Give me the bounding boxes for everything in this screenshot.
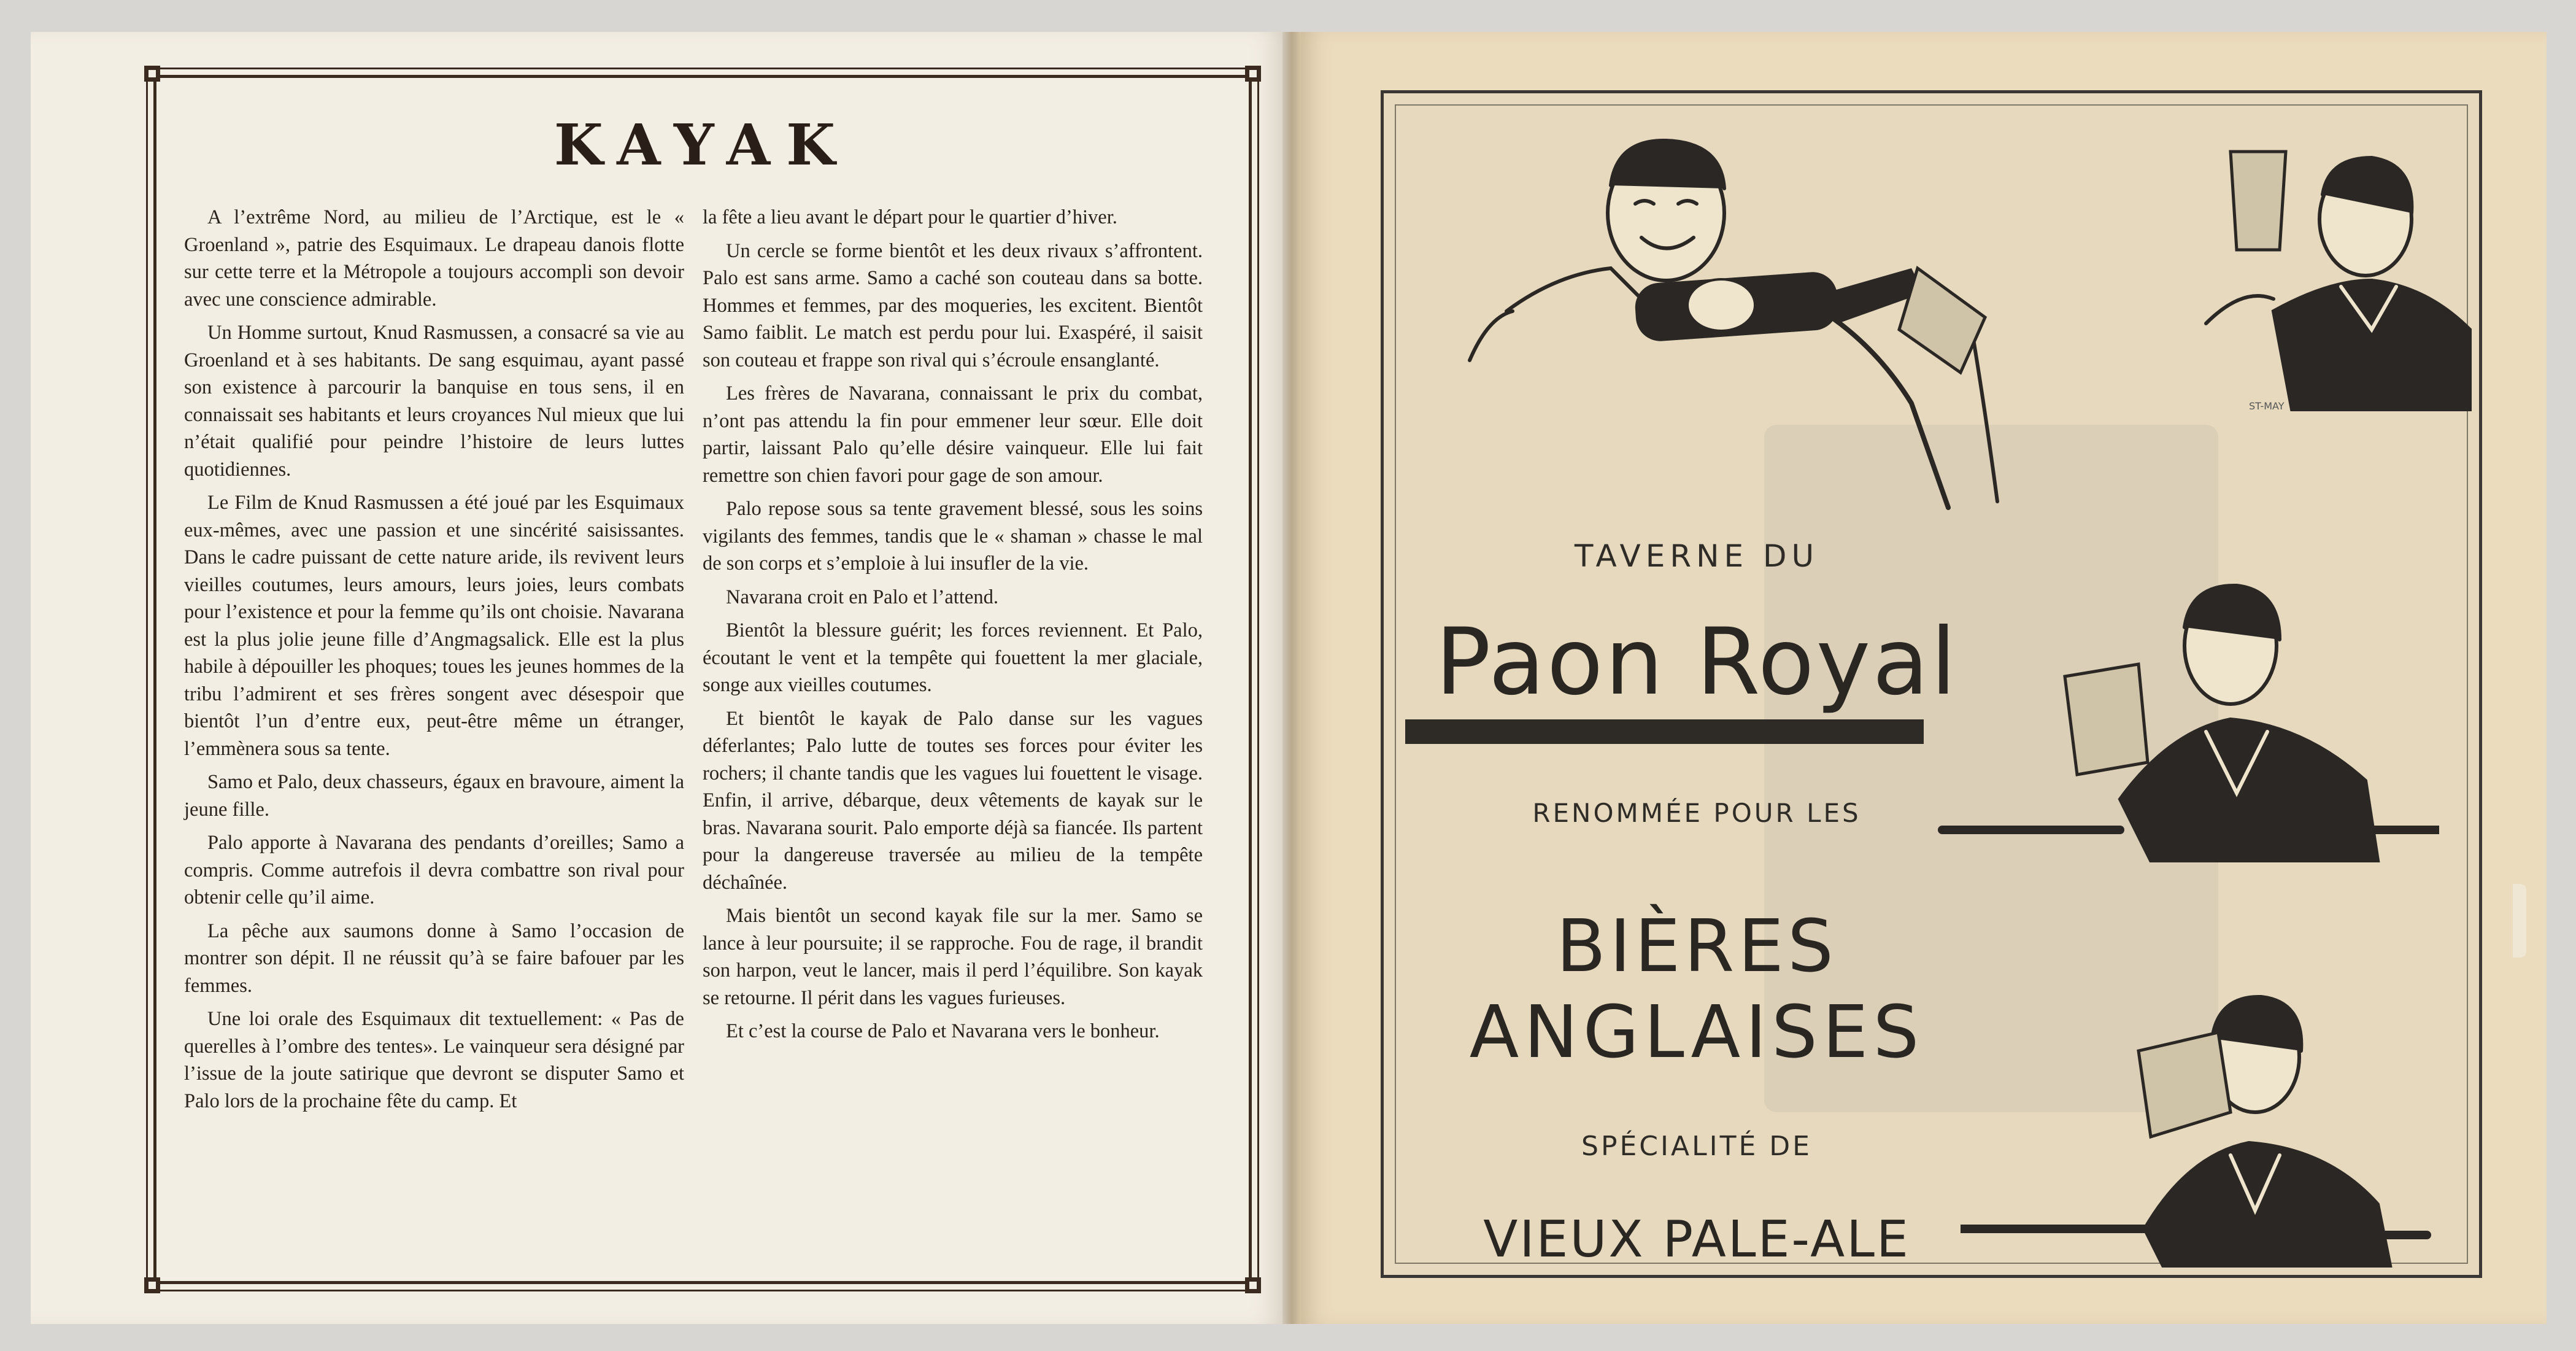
ad-line-renommee: RENOMMÉE POUR LES: [1532, 798, 1861, 828]
paragraph: Et bientôt le kayak de Palo danse sur les vagues déferlantes; Palo lutte de toutes ses forces pour éviter les rochers; il chante tandis que les vagues lui fouettent le visage. Enfin, il arrive, débarque, deux vêtements de kayak sur le bras. Navarana sourit. Palo emporte déjà sa fiancée. Ils partent pour la dangereuse traversée au milieu de la tempête déchaînée.: [703, 707, 1203, 894]
article-column-1: [184, 204, 684, 1121]
paragraph: A l’extrême Nord, au milieu de l’Arctique, est le « Groenland », patrie des Esquimaux. Le drapeau danois flotte sur cette terre et la Métropole a toujours accompli son devoir avec une conscience admirable.: [184, 206, 684, 311]
left-page: [31, 32, 1282, 1324]
paragraph: Une loi orale des Esquimaux dit textuellement: « Pas de querelles à l’ombre des tentes». Le vainqueur sera désigné par l’issue de la joute satirique que devront se disputer Samo et Palo lors de la prochaine fête du camp. Et: [184, 1008, 684, 1112]
ad-line-anglaises: ANGLAISES: [1469, 989, 1924, 1074]
paragraph: Et c’est la course de Palo et Navarana vers le bonheur.: [726, 1020, 1160, 1042]
brand-underline-bar: [1405, 719, 1924, 744]
page-tab-edge: [2513, 884, 2526, 958]
frame-corner-ornament: [1245, 1277, 1261, 1293]
beer-glass-icon: [2138, 1032, 2231, 1137]
ad-line-vieux-pale-ale: VIEUX PALE-ALE: [1483, 1210, 1910, 1269]
frame-corner-ornament: [144, 1277, 160, 1293]
ad-brand-name: Paon Royal: [1435, 609, 1958, 716]
frame-corner-ornament: [1245, 66, 1261, 82]
paragraph: Samo et Palo, deux chasseurs, égaux en bravoure, aiment la jeune fille.: [184, 771, 684, 821]
paragraph: Navarana croit en Palo et l’attend.: [726, 586, 998, 608]
article-title: KAYAK: [553, 112, 852, 178]
advertisement-frame: [1381, 90, 2482, 1278]
paragraph: Bientôt la blessure guérit; les forces reviennent. Et Palo, écoutant le vent et la tempête qui fouettent la mer glaciale, songe aux vieilles coutumes.: [703, 619, 1203, 696]
decorative-frame: [153, 75, 1252, 1284]
right-page: [1301, 32, 2547, 1324]
illustration-drinking: [1961, 983, 2451, 1303]
beer-glass-icon: [2231, 152, 2286, 250]
paragraph: Palo repose sous sa tente gravement blessé, sous les soins vigilants des femmes, tandis que le « shaman » chasse le mal de son corps et s’emploie à lui insufler de la vie.: [703, 498, 1203, 575]
beer-glass-icon: [2065, 664, 2148, 775]
booklet-spread: [31, 32, 2547, 1324]
illustration-sniffing-glass: [1936, 578, 2439, 922]
paragraph: La pêche aux saumons donne à Samo l’occasion de montrer son dépit. Il ne réussit qu’à se faire bafouer par les femmes.: [184, 919, 684, 997]
paragraph: Un Homme surtout, Knud Rasmussen, a consacré sa vie au Groenland et à ses habitants. De sang esquimau, ayant passé son existence à parcourir la banquise en tous sens, il en connaissait ses habitants et leurs croyances Nul mieux que lui n’était qualifié pour peindre l’histoire de leurs luttes quotidiennes.: [184, 322, 684, 481]
frame-corner-ornament: [144, 66, 160, 82]
paragraph: la fête a lieu avant le départ pour le quartier d’hiver.: [703, 206, 1117, 228]
artist-signature: ST-MAY: [2249, 400, 2285, 412]
article-column-2: [703, 204, 1203, 1051]
paragraph: Mais bientôt un second kayak file sur la mer. Samo se lance à leur poursuite; il se rapproche. Fou de rage, il brandit son harpon, veut le lancer, mais il perd l’équilibre. Son kayak se retourne. Il périt dans les vagues furieuses.: [703, 905, 1203, 1009]
paragraph: Le Film de Knud Rasmussen a été joué par les Esquimaux eux-mêmes, avec une passion et une sincérité saisissantes. Dans le cadre puissant de cette nature aride, ils revivent leurs vieilles coutumes, leurs amours, leurs joies, leurs combats pour l’existence et pour la femme qu’ils ont choisie. Navarana est la plus jolie jeune fille d’Angmagsalick. Elle est la plus habile à dépouiller les phoques; toues les jeunes hommes de la tribu l’admirent et ses frères songent avec désespoir que bientôt l’un d’entre eux, peut-être même un étranger, l’emmènera sous sa tente.: [184, 492, 684, 760]
ad-line-specialite: SPÉCIALITÉ DE: [1581, 1131, 1812, 1162]
book-gutter: [1282, 32, 1301, 1324]
ad-line-taverne: TAVERNE DU: [1574, 538, 1819, 574]
paragraph: Palo apporte à Navarana des pendants d’oreilles; Samo a compris. Comme autrefois il devra combattre son rival pour obtenir celle qu’il aime.: [184, 832, 684, 908]
paragraph: Les frères de Navarana, connaissant le prix du combat, n’ont pas attendu la fin pour emmener leur sœur. Elle doit partir, laissant Palo qu’elle désire vainqueur. Elle lui fait remettre son chien favori pour gage de son amour.: [703, 382, 1203, 487]
ad-line-bieres: BIÈRES: [1556, 904, 1837, 988]
illustration-pouring-and-toasting: [1433, 127, 2476, 520]
paragraph: Un cercle se forme bientôt et les deux rivaux s’affrontent. Palo est sans arme. Samo a caché son couteau dans sa botte. Hommes et femmes, par des moqueries, les excitent. Bientôt Samo faiblit. Le match est perdu pour lui. Exaspéré, il saisit son couteau et frappe son rival qui s’écroule ensanglanté.: [703, 239, 1203, 371]
